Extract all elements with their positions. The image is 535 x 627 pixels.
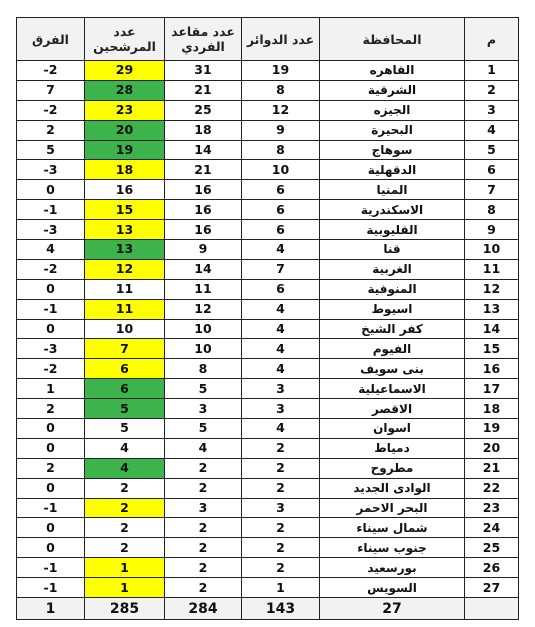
cell-candidates: 5 bbox=[85, 419, 165, 439]
cell-governorate: كفر الشيخ bbox=[320, 319, 465, 339]
cell-candidates: 20 bbox=[85, 120, 165, 140]
cell-governorate: الوادى الجديد bbox=[320, 478, 465, 498]
table-row bbox=[17, 319, 519, 339]
cell-seats: 5 bbox=[165, 419, 242, 439]
cell-diff: 2 bbox=[17, 120, 85, 140]
header-governorate: المحافظة bbox=[320, 18, 465, 61]
table-row bbox=[17, 61, 519, 81]
cell-seats: 12 bbox=[165, 299, 242, 319]
cell-diff: 2 bbox=[17, 399, 85, 419]
cell-num: 27 bbox=[465, 578, 519, 598]
cell-num: 8 bbox=[465, 200, 519, 220]
cell-governorate: المنوفية bbox=[320, 279, 465, 299]
cell-num: 15 bbox=[465, 339, 519, 359]
table-row bbox=[17, 160, 519, 180]
cell-candidates: 11 bbox=[85, 279, 165, 299]
cell-seats: 2 bbox=[165, 458, 242, 478]
cell-candidates: 6 bbox=[85, 359, 165, 379]
cell-governorate: القاهره bbox=[320, 61, 465, 81]
governorates-candidates-table bbox=[16, 17, 519, 620]
cell-governorate: الدقهلية bbox=[320, 160, 465, 180]
cell-districts: 4 bbox=[242, 319, 320, 339]
cell-seats: 2 bbox=[165, 518, 242, 538]
cell-seats: 3 bbox=[165, 498, 242, 518]
table-row bbox=[17, 140, 519, 160]
table-row bbox=[17, 399, 519, 419]
cell-candidates: 29 bbox=[85, 61, 165, 81]
cell-seats: 14 bbox=[165, 259, 242, 279]
cell-num: 4 bbox=[465, 120, 519, 140]
cell-diff: -2 bbox=[17, 100, 85, 120]
cell-governorate: دمياط bbox=[320, 438, 465, 458]
table-container bbox=[16, 17, 519, 620]
cell-districts: 4 bbox=[242, 339, 320, 359]
total-seats: 284 bbox=[165, 598, 242, 620]
cell-num: 3 bbox=[465, 100, 519, 120]
cell-num: 21 bbox=[465, 458, 519, 478]
header-row bbox=[17, 18, 519, 61]
table-row bbox=[17, 200, 519, 220]
table-row bbox=[17, 240, 519, 260]
cell-diff: -1 bbox=[17, 200, 85, 220]
cell-seats: 18 bbox=[165, 120, 242, 140]
table-row bbox=[17, 180, 519, 200]
cell-num: 25 bbox=[465, 538, 519, 558]
cell-seats: 16 bbox=[165, 220, 242, 240]
cell-candidates: 13 bbox=[85, 240, 165, 260]
cell-governorate: القليوبية bbox=[320, 220, 465, 240]
cell-seats: 21 bbox=[165, 160, 242, 180]
table-row bbox=[17, 498, 519, 518]
table-body bbox=[17, 61, 519, 598]
cell-seats: 10 bbox=[165, 319, 242, 339]
total-diff: 1 bbox=[17, 598, 85, 620]
table-row bbox=[17, 558, 519, 578]
cell-districts: 2 bbox=[242, 518, 320, 538]
cell-num: 9 bbox=[465, 220, 519, 240]
cell-candidates: 15 bbox=[85, 200, 165, 220]
table-row bbox=[17, 339, 519, 359]
cell-seats: 9 bbox=[165, 240, 242, 260]
cell-diff: 0 bbox=[17, 538, 85, 558]
cell-districts: 6 bbox=[242, 220, 320, 240]
cell-districts: 9 bbox=[242, 120, 320, 140]
cell-seats: 2 bbox=[165, 538, 242, 558]
cell-candidates: 6 bbox=[85, 379, 165, 399]
cell-districts: 4 bbox=[242, 299, 320, 319]
cell-candidates: 13 bbox=[85, 220, 165, 240]
cell-diff: 0 bbox=[17, 438, 85, 458]
cell-diff: -1 bbox=[17, 558, 85, 578]
table-row bbox=[17, 518, 519, 538]
cell-candidates: 23 bbox=[85, 100, 165, 120]
cell-districts: 19 bbox=[242, 61, 320, 81]
cell-candidates: 7 bbox=[85, 339, 165, 359]
cell-diff: 0 bbox=[17, 518, 85, 538]
cell-diff: 0 bbox=[17, 478, 85, 498]
cell-diff: 1 bbox=[17, 379, 85, 399]
cell-seats: 4 bbox=[165, 438, 242, 458]
cell-districts: 3 bbox=[242, 399, 320, 419]
cell-districts: 4 bbox=[242, 240, 320, 260]
cell-num: 11 bbox=[465, 259, 519, 279]
header-districts: عدد الدوائر bbox=[242, 18, 320, 61]
cell-seats: 8 bbox=[165, 359, 242, 379]
total-governorates: 27 bbox=[320, 598, 465, 620]
cell-diff: 7 bbox=[17, 80, 85, 100]
cell-districts: 2 bbox=[242, 478, 320, 498]
cell-candidates: 4 bbox=[85, 438, 165, 458]
cell-num: 16 bbox=[465, 359, 519, 379]
cell-governorate: السويس bbox=[320, 578, 465, 598]
cell-governorate: جنوب سيناء bbox=[320, 538, 465, 558]
cell-districts: 6 bbox=[242, 180, 320, 200]
table-row bbox=[17, 80, 519, 100]
cell-candidates: 1 bbox=[85, 578, 165, 598]
cell-districts: 10 bbox=[242, 160, 320, 180]
cell-num: 7 bbox=[465, 180, 519, 200]
cell-diff: -3 bbox=[17, 220, 85, 240]
cell-seats: 16 bbox=[165, 200, 242, 220]
cell-governorate: بنى سويف bbox=[320, 359, 465, 379]
total-districts: 143 bbox=[242, 598, 320, 620]
cell-diff: 0 bbox=[17, 319, 85, 339]
table-row bbox=[17, 478, 519, 498]
header-candidates: عدد المرشحين bbox=[85, 18, 165, 61]
table-row bbox=[17, 419, 519, 439]
cell-num: 14 bbox=[465, 319, 519, 339]
cell-governorate: الجيزه bbox=[320, 100, 465, 120]
cell-candidates: 11 bbox=[85, 299, 165, 319]
table-row bbox=[17, 379, 519, 399]
cell-num: 13 bbox=[465, 299, 519, 319]
cell-num: 26 bbox=[465, 558, 519, 578]
table-row bbox=[17, 100, 519, 120]
table-row bbox=[17, 438, 519, 458]
cell-seats: 25 bbox=[165, 100, 242, 120]
cell-districts: 2 bbox=[242, 558, 320, 578]
cell-diff: 0 bbox=[17, 279, 85, 299]
cell-candidates: 16 bbox=[85, 180, 165, 200]
cell-diff: -2 bbox=[17, 359, 85, 379]
cell-governorate: الاسماعيلية bbox=[320, 379, 465, 399]
cell-governorate: الاسكندرية bbox=[320, 200, 465, 220]
cell-num: 10 bbox=[465, 240, 519, 260]
cell-governorate: بورسعيد bbox=[320, 558, 465, 578]
cell-diff: -2 bbox=[17, 259, 85, 279]
table-row bbox=[17, 299, 519, 319]
cell-num: 12 bbox=[465, 279, 519, 299]
cell-districts: 8 bbox=[242, 140, 320, 160]
header-num: م bbox=[465, 18, 519, 61]
cell-seats: 2 bbox=[165, 558, 242, 578]
table-row bbox=[17, 578, 519, 598]
cell-districts: 4 bbox=[242, 359, 320, 379]
cell-governorate: شمال سيناء bbox=[320, 518, 465, 538]
cell-candidates: 2 bbox=[85, 498, 165, 518]
table-row bbox=[17, 279, 519, 299]
cell-candidates: 2 bbox=[85, 538, 165, 558]
cell-diff: -3 bbox=[17, 339, 85, 359]
cell-districts: 3 bbox=[242, 498, 320, 518]
cell-governorate: البحيرة bbox=[320, 120, 465, 140]
cell-num: 18 bbox=[465, 399, 519, 419]
header-diff: الفرق bbox=[17, 18, 85, 61]
total-candidates: 285 bbox=[85, 598, 165, 620]
table-row bbox=[17, 220, 519, 240]
table-row bbox=[17, 458, 519, 478]
cell-candidates: 2 bbox=[85, 518, 165, 538]
cell-diff: -1 bbox=[17, 578, 85, 598]
cell-diff: 0 bbox=[17, 419, 85, 439]
cell-governorate: مطروح bbox=[320, 458, 465, 478]
cell-num: 23 bbox=[465, 498, 519, 518]
cell-governorate: اسوان bbox=[320, 419, 465, 439]
cell-districts: 2 bbox=[242, 458, 320, 478]
cell-diff: 0 bbox=[17, 180, 85, 200]
cell-governorate: سوهاج bbox=[320, 140, 465, 160]
cell-districts: 2 bbox=[242, 438, 320, 458]
cell-seats: 14 bbox=[165, 140, 242, 160]
cell-districts: 6 bbox=[242, 279, 320, 299]
cell-governorate: اسيوط bbox=[320, 299, 465, 319]
cell-num: 17 bbox=[465, 379, 519, 399]
cell-candidates: 5 bbox=[85, 399, 165, 419]
cell-seats: 10 bbox=[165, 339, 242, 359]
cell-seats: 16 bbox=[165, 180, 242, 200]
cell-num: 24 bbox=[465, 518, 519, 538]
cell-seats: 3 bbox=[165, 399, 242, 419]
cell-candidates: 1 bbox=[85, 558, 165, 578]
cell-num: 19 bbox=[465, 419, 519, 439]
cell-seats: 11 bbox=[165, 279, 242, 299]
cell-diff: 4 bbox=[17, 240, 85, 260]
cell-governorate: الغربية bbox=[320, 259, 465, 279]
cell-candidates: 19 bbox=[85, 140, 165, 160]
cell-districts: 8 bbox=[242, 80, 320, 100]
cell-districts: 4 bbox=[242, 419, 320, 439]
cell-candidates: 2 bbox=[85, 478, 165, 498]
totals-row bbox=[17, 598, 519, 620]
cell-districts: 3 bbox=[242, 379, 320, 399]
cell-diff: 2 bbox=[17, 458, 85, 478]
cell-num: 22 bbox=[465, 478, 519, 498]
cell-districts: 6 bbox=[242, 200, 320, 220]
cell-num: 5 bbox=[465, 140, 519, 160]
cell-num: 20 bbox=[465, 438, 519, 458]
cell-num: 1 bbox=[465, 61, 519, 81]
cell-candidates: 18 bbox=[85, 160, 165, 180]
cell-candidates: 28 bbox=[85, 80, 165, 100]
cell-candidates: 4 bbox=[85, 458, 165, 478]
cell-districts: 1 bbox=[242, 578, 320, 598]
total-num bbox=[465, 598, 519, 620]
cell-candidates: 10 bbox=[85, 319, 165, 339]
cell-districts: 12 bbox=[242, 100, 320, 120]
cell-governorate: البحر الاحمر bbox=[320, 498, 465, 518]
cell-seats: 31 bbox=[165, 61, 242, 81]
cell-diff: -2 bbox=[17, 61, 85, 81]
cell-seats: 2 bbox=[165, 478, 242, 498]
cell-governorate: الفيوم bbox=[320, 339, 465, 359]
cell-diff: -3 bbox=[17, 160, 85, 180]
cell-num: 2 bbox=[465, 80, 519, 100]
cell-diff: 5 bbox=[17, 140, 85, 160]
cell-districts: 7 bbox=[242, 259, 320, 279]
cell-governorate: المنيا bbox=[320, 180, 465, 200]
cell-diff: -1 bbox=[17, 299, 85, 319]
cell-governorate: قنا bbox=[320, 240, 465, 260]
cell-seats: 21 bbox=[165, 80, 242, 100]
cell-governorate: الاقصر bbox=[320, 399, 465, 419]
table-row bbox=[17, 259, 519, 279]
cell-num: 6 bbox=[465, 160, 519, 180]
header-seats: عدد مقاعد الفردي bbox=[165, 18, 242, 61]
cell-seats: 2 bbox=[165, 578, 242, 598]
cell-districts: 2 bbox=[242, 538, 320, 558]
cell-diff: -1 bbox=[17, 498, 85, 518]
table-row bbox=[17, 120, 519, 140]
table-row bbox=[17, 538, 519, 558]
table-row bbox=[17, 359, 519, 379]
cell-candidates: 12 bbox=[85, 259, 165, 279]
cell-seats: 5 bbox=[165, 379, 242, 399]
cell-governorate: الشرقية bbox=[320, 80, 465, 100]
